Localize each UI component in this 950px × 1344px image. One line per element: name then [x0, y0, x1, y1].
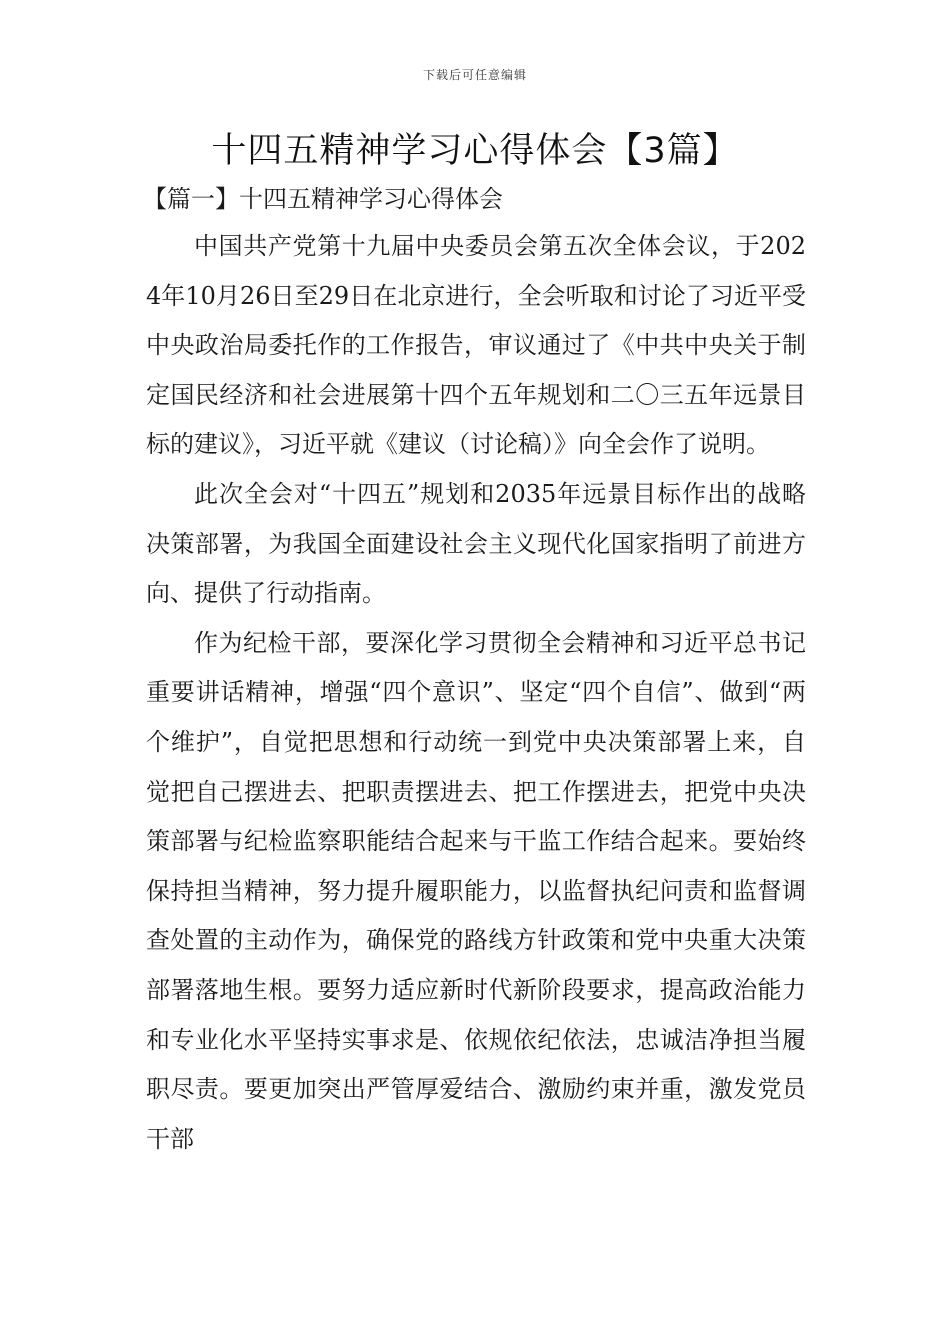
paragraph-2: 此次全会对“十四五”规划和2035年远景目标作出的战略决策部署，为我国全面建设社会主义现代化国家指明了前进方向、提供了行动指南。 [146, 479, 806, 608]
paragraph-3: 作为纪检干部，要深化学习贯彻全会精神和习近平总书记重要讲话精神，增强“四个意识”、坚定“四个自信”、做到“两个维护”，自觉把思想和行动统一到党中央决策部署上来，自觉把自己摆进去、把职责摆进去、把工作摆进去，把党中央决策部署与纪检监察职能结合起来与干监工作结合起来。要始终保持担当精神，努力提升履职能力，以监督执纪问责和监督调查处置的主动作为，确保党的路线方针政策和党中央重大决策部署落地生根。要努力适应新时代新阶段要求，提高政治能力和专业化水平坚持实事求是、依规依纪依法，忠诚洁净担当履职尽责。要更加突出严管厚爱结合、激励约束并重，激发党员干部 [146, 628, 806, 1153]
document-body [143, 176, 806, 1164]
header-note: 下载后可任意编辑 [422, 68, 527, 82]
document-title: 十四五精神学习心得体会【3篇】 [211, 131, 739, 171]
section-heading: 【篇一】十四五精神学习心得体会 [143, 185, 503, 213]
paragraph-1: 中国共产党第十九届中央委员会第五次全体会议，于2024年10月26日至29日在北京进行，全会听取和讨论了习近平受中央政治局委托作的工作报告，审议通过了《中共中央关于制定国民经济和社会进展第十四个五年规划和二〇三五年远景目标的建议》，习近平就《建议（讨论稿）》向全会作了说明。 [146, 232, 806, 459]
